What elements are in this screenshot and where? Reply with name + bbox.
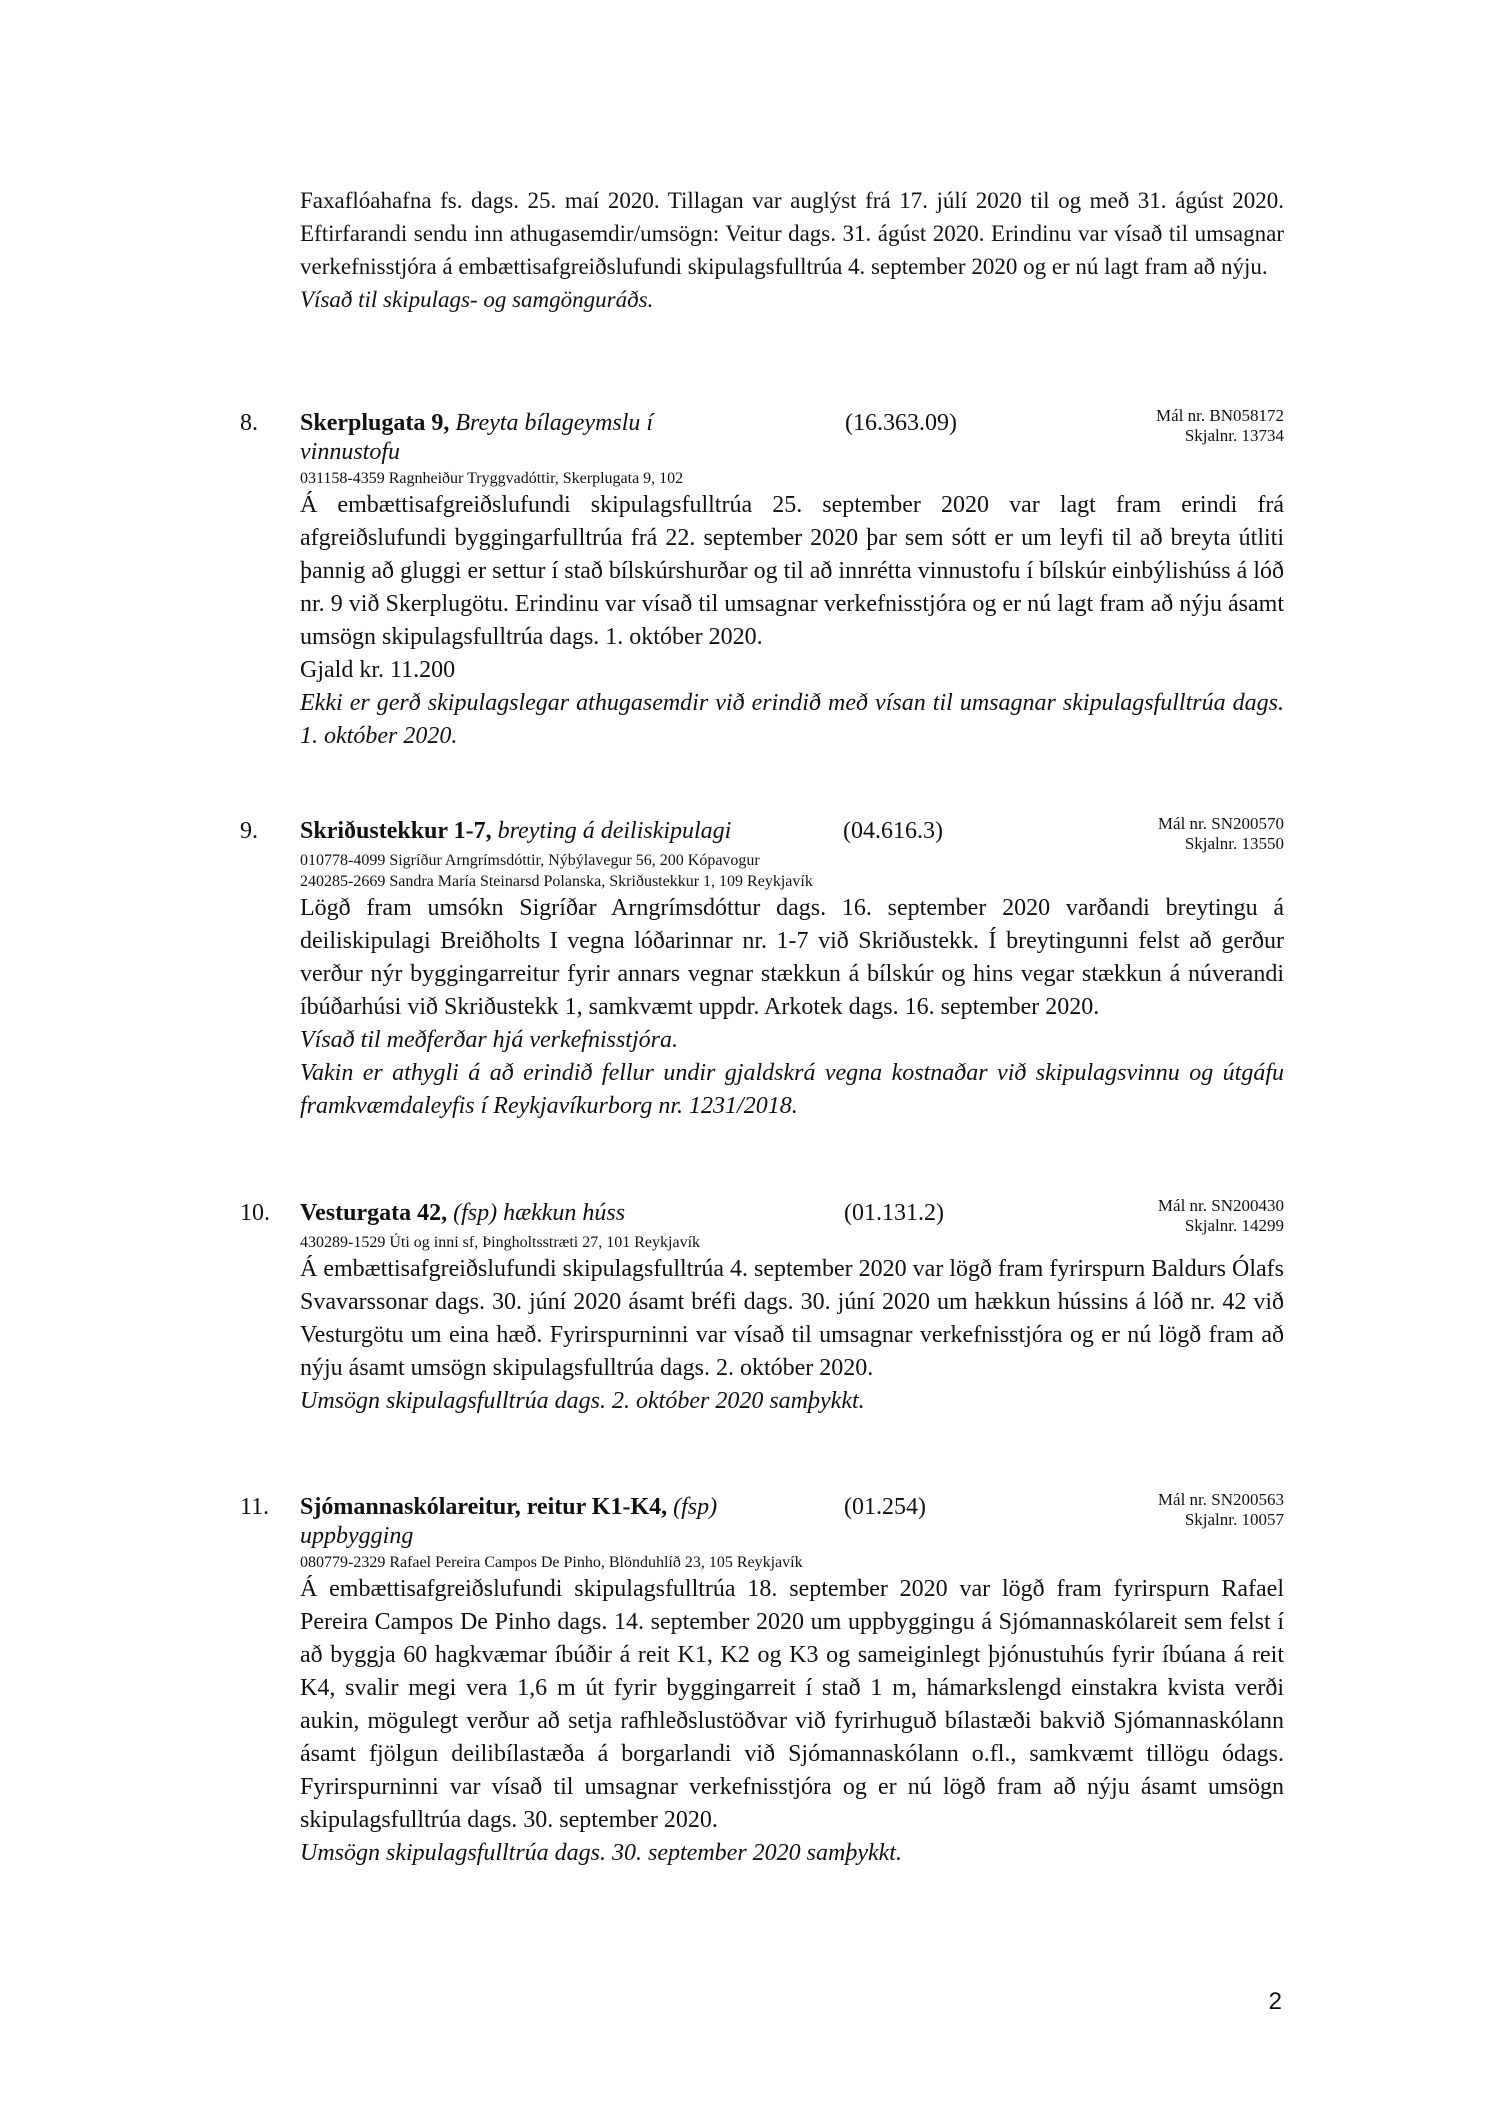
item-title: Skriðustekkur 1-7, breyting á deiliskipulagi: [300, 818, 732, 844]
agenda-item-9: [240, 814, 1284, 1123]
item-code: (01.131.2): [844, 1200, 944, 1226]
case-reference: [1158, 1196, 1284, 1236]
applicant-line: 430289-1529 Úti og inni sf, Þingholtsstræti 27, 101 Reykjavík: [300, 1234, 701, 1251]
intro-paragraph: [300, 184, 1284, 316]
item-description: Á embættisafgreiðslufundi skipulagsfulltrúa 4. september 2020 var lögð fram fyrirspurn Baldurs Ólafs Svavarssonar dags. 30. júní 2020 ásamt bréfi dags. 30. júní 2020 um hækkun hússins á lóð nr. 42 við Vesturgötu um eina hæð. Fyrirspurninni var vísað til umsagnar verkefnisstjóra og er nú lögð fram að nýju ásamt umsögn skipulagsfulltrúa dags. 2. október 2020.: [300, 1256, 1284, 1381]
document-number: Skjalnr. 10057: [1184, 1510, 1284, 1529]
item-title-continued: vinnustofu: [300, 439, 400, 465]
item-description: Á embættisafgreiðslufundi skipulagsfulltrúa 25. september 2020 var lagt fram erindi frá afgreiðslufundi byggingarfulltrúa frá 22. september 2020 þar sem sótt er um leyfi til að breyta útliti þannig að gluggi er settur í stað bílskúrshurðar og til að innrétta vinnustofu í bílskúr einbýlishúss á lóð nr. 9 við Skerplugötu. Erindinu var vísað til umsagnar verkefnisstjóra og er nú lagt fram að nýju ásamt umsögn skipulagsfulltrúa dags. 1. október 2020.: [300, 492, 1284, 650]
agenda-item-10: [240, 1196, 1284, 1418]
item-title: Skerplugata 9, Breyta bílageymslu í: [300, 410, 654, 436]
item-body: [300, 892, 1284, 1123]
item-header: [240, 1490, 1284, 1529]
document-number: Skjalnr. 13550: [1184, 834, 1284, 853]
item-body: [300, 1253, 1284, 1418]
applicant-line: 080779-2329 Rafael Pereira Campos De Pinho, Blönduhlíð 23, 105 Reykjavík: [300, 1554, 803, 1571]
case-reference: [1158, 1490, 1284, 1530]
item-body: [300, 1573, 1284, 1870]
item-number: 10.: [240, 1200, 270, 1226]
item-number: 9.: [240, 818, 258, 844]
page-number: 2: [1268, 1988, 1282, 2015]
document-number: Skjalnr. 14299: [1184, 1216, 1284, 1235]
item-fee: Gjald kr. 11.200: [300, 657, 456, 683]
item-title: Sjómannaskólareitur, reitur K1-K4, (fsp): [300, 1494, 718, 1520]
case-number: Mál nr. SN200570: [1157, 814, 1284, 833]
agenda-item-8: [240, 406, 1284, 753]
agenda-item-11: [240, 1490, 1284, 1870]
item-code: (01.254): [844, 1494, 926, 1520]
item-description: Á embættisafgreiðslufundi skipulagsfulltrúa 18. september 2020 var lögð fram fyrirspurn Rafael Pereira Campos De Pinho dags. 14. september 2020 um uppbyggingu á Sjómannaskólareit sem felst í að byggja 60 hagkvæmar íbúðir á reit K1, K2 og K3 og sameiginlegt þjónustuhús fyrir íbúana á reit K4, svalir megi vera 1,6 m út fyrir byggingarreit í stað 1 m, hámarkslengd einstakra kvista verði aukin, mögulegt verður að setja rafhleðslustöðvar við fyrirhuguð bílastæði bakvið Sjómannaskólann ásamt fjölgun deilibílastæða á borgarlandi við Sjómannaskólann o.fl., samkvæmt tillögu ódags. Fyrirspurninni var vísað til umsagnar verkefnisstjóra og er nú lögð fram að nýju ásamt umsögn skipulagsfulltrúa dags. 30. september 2020.: [300, 1576, 1284, 1833]
item-decision: Umsögn skipulagsfulltrúa dags. 2. október 2020 samþykkt.: [300, 1388, 865, 1414]
item-code: (04.616.3): [843, 818, 943, 844]
item-header: [240, 406, 1284, 445]
applicant-line: 010778-4099 Sigríður Arngrímsdóttir, Nýbýlavegur 56, 200 Kópavogur: [300, 852, 760, 869]
applicant-line: 240285-2669 Sandra María Steinarsd Polanska, Skriðustekkur 1, 109 Reykjavík: [300, 873, 813, 890]
document-number: Skjalnr. 13734: [1184, 426, 1284, 445]
item-code: (16.363.09): [845, 410, 957, 436]
item-body: [300, 489, 1284, 753]
intro-text: Faxaflóahafna fs. dags. 25. maí 2020. Tillagan var auglýst frá 17. júlí 2020 til og með 31. ágúst 2020. Eftirfarandi sendu inn athugasemdir/umsögn: Veitur dags. 31. ágúst 2020. Erindinu var vísað til umsagnar verkefnisstjóra á embættisafgreiðslufundi skipulagsfulltrúa 4. september 2020 og er nú lagt fram að nýju.: [300, 188, 1284, 279]
case-reference: [1156, 406, 1284, 446]
item-decision: Vakin er athygli á að erindið fellur undir gjaldskrá vegna kostnaðar við skipulagsvinnu og útgáfu framkvæmdaleyfis í Reykjavíkurborg nr. 1231/2018.: [300, 1060, 1284, 1119]
case-number: Mál nr. SN200563: [1157, 1490, 1284, 1509]
case-reference: [1158, 814, 1284, 854]
applicant-line: 031158-4359 Ragnheiður Tryggvadóttir, Skerplugata 9, 102: [300, 470, 684, 487]
item-header: [240, 1196, 1284, 1235]
item-decision: Umsögn skipulagsfulltrúa dags. 30. september 2020 samþykkt.: [300, 1840, 902, 1866]
item-number: 8.: [240, 410, 258, 436]
item-decision: Vísað til meðferðar hjá verkefnisstjóra.: [300, 1027, 678, 1053]
case-number: Mál nr. BN058172: [1156, 406, 1284, 425]
item-title-continued: uppbygging: [300, 1523, 414, 1549]
item-decision: Ekki er gerð skipulagslegar athugasemdir við erindið með vísan til umsagnar skipulagsfulltrúa dags. 1. október 2020.: [300, 690, 1284, 749]
item-header: [240, 814, 1284, 853]
item-title: Vesturgata 42, (fsp) hækkun húss: [300, 1200, 626, 1226]
intro-decision: Vísað til skipulags- og samgönguráðs.: [300, 287, 654, 312]
item-description: Lögð fram umsókn Sigríðar Arngrímsdóttur dags. 16. september 2020 varðandi breytingu á deiliskipulagi Breiðholts I vegna lóðarinnar nr. 1-7 við Skriðustekk. Í breytingunni felst að gerður verður nýr byggingarreitur fyrir annars vegnar stækkun á bílskúr og hins vegar stækkun á núverandi íbúðarhúsi við Skriðustekk 1, samkvæmt uppdr. Arkotek dags. 16. september 2020.: [300, 895, 1284, 1020]
case-number: Mál nr. SN200430: [1157, 1196, 1284, 1215]
item-number: 11.: [240, 1494, 270, 1520]
